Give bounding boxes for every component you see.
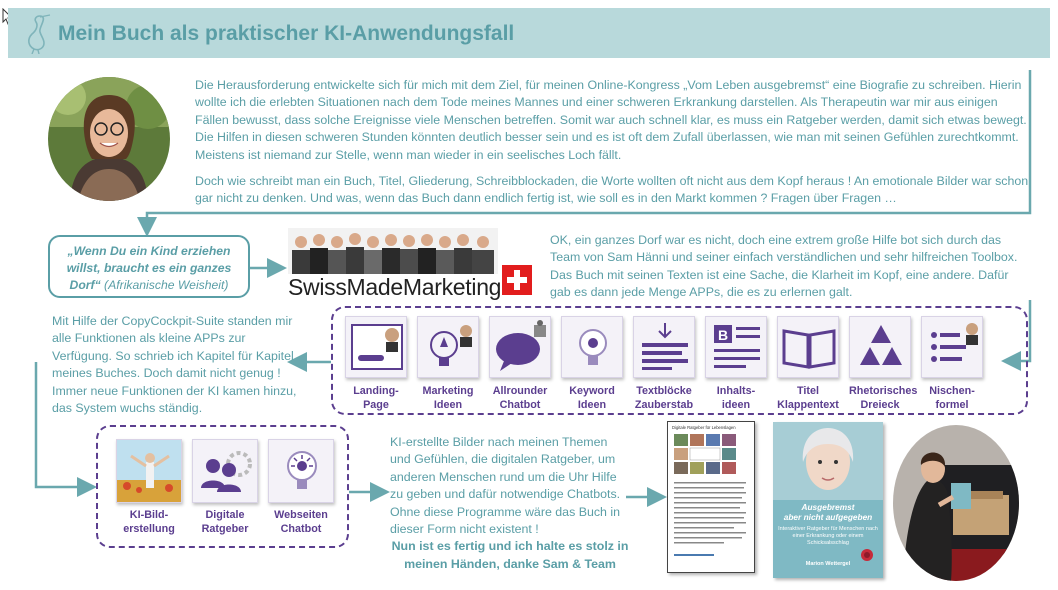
header-banner [8,8,1050,58]
swiss-flag-icon [502,265,532,295]
book-subtitle: Interaktiver Ratgeber für Menschen nach einer Erkrankung oder einem Schicksalsschlag [778,526,878,546]
checklist-icon [921,316,983,378]
open-book-icon [777,316,839,378]
team-photo [288,228,498,274]
keyword-bulb-icon [561,316,623,378]
author-portrait [48,77,170,201]
intro-paragraph-1: Die Herausforderung entwickelte sich für mich mit dem Ziel, für meinen Online-Kongress „Vom Leben ausgebremst“ eine Biografie zu schreiben. Hierin wollte ich die erlebten Situationen nach dem Tode meines Mannes und einer schweren Erkrankung darstellen. Als Therapeutin war mir aus einigen Fällen bewusst, dass solche Ereignisse viele Menschen betreffen. Somit war auch schnell klar, es muss ein Ratgeber werden, damit sich etwas bewegt. Die Hilfen in diesen schweren Stunden könnten deutlich besser sein und es ist oft dem Zufall überlassen, wie man mit seinen Gefühlen zurechtkommt. Meistens ist niemand zur Stelle, wenn man wieder in ein seelisches Loch fällt. [195,78,1027,162]
brand-name: SwissMadeMarketing [288,274,502,300]
app-rhetorical-triangle[interactable]: Rhetorisches Dreieck [849,316,911,412]
intro-text [195,77,1030,208]
website-chatbot-icon [268,439,334,503]
book-cover [773,422,883,578]
app-text-blocks[interactable]: Textblöcke Zauberstab [633,316,695,412]
digital-advisor-icon [192,439,258,503]
image-creation-icon [116,439,182,503]
cover-portrait [773,422,883,500]
content-ideas-icon [705,316,767,378]
app-ai-image-creation[interactable]: KI-Bild- erstellung [116,439,182,536]
svg-text:B: B [718,327,729,343]
landing-page-icon [345,316,407,378]
final-text [390,434,630,573]
quote-box [48,235,250,298]
app-niche-formula[interactable]: Nischen- formel [921,316,983,412]
marketing-ideas-icon [417,316,479,378]
intro-paragraph-2: Doch wie schreibt man ein Buch, Titel, Gliederung, Schreibblockaden, die Worte wollten oft nicht aus dem Kopf heraus ! An emotionale Bilder war schon gar nicht zu denken. Und was, wenn das Buch dann endlich fertig ist, wie soll es in den Markt kommen ? Fragen über Fragen … [195,174,1029,206]
app-allrounder-chatbot[interactable]: Allrounder Chatbot [489,316,551,412]
app-landing-page[interactable]: Landing- Page [345,316,407,412]
author-with-book-photo [893,425,1019,581]
app-title-blurb[interactable]: Titel Klappentext [777,316,839,412]
quote-source: (Afrikanische Weisheit) [100,278,229,292]
heron-logo-icon [22,12,52,54]
book-author: Marion Wettergel [805,561,851,567]
swissmademarketing-logo [288,228,536,300]
final-text-body: KI-erstellte Bilder nach meinen Themen und Gefühlen, die digitalen Ratgeber, um anderen Menschen rund um die Uhr Hilfe zu geben und dafür notwendige Chatbots. Ohne diese Programme wäre das Buch in dieser Form nicht existent ! [390,435,621,537]
book-title-line2: aber nicht aufgegeben [783,512,873,522]
apps-group [331,306,1028,415]
app-digital-advisor[interactable]: Digitale Ratgeber [192,439,258,536]
chatbot-bubble-icon [489,316,551,378]
copycockpit-text: Mit Hilfe der CopyCockpit-Suite standen mir alle Funktionen als kleine APPs zur Verfügung. So schrieb ich Kapitel für Kapitel meines Buches. Doch damit nicht genug ! Immer neue Funktionen der KI kamen hinzu, das System wuchs ständig. [52,314,297,416]
book-inner-page [667,421,755,573]
book-title-line1: Ausgebremst [801,502,855,512]
rose-icon [857,548,877,562]
app-content-ideas[interactable]: B Inhalts- ideen [705,316,767,412]
image-apps-group [96,425,349,548]
text-blocks-icon [633,316,695,378]
quote-text: „Wenn Du ein Kind erziehen willst, braucht es ein ganzes Dorf“ [66,244,232,292]
app-keyword-ideas[interactable]: Keyword Ideen [561,316,623,412]
app-website-chatbot[interactable]: Webseiten Chatbot [268,439,334,536]
book-inner-title: Digitale Ratgeber für Lebenslagen [672,425,736,430]
toolbox-text: OK, ein ganzes Dorf war es nicht, doch eine extrem große Hilfe bot sich durch das Team von Sam Hänni und seiner einfach verständlichen und sehr hilfreichen Toolbox. Das Buch mit seinen Texten ist eine Sache, die Klarheit im Kopf, eine andere. Dafür gab es dann jede Menge APPs, die es zu erlernen galt. [550,233,1018,300]
app-marketing-ideas[interactable]: Marketing Ideen [417,316,479,412]
final-text-bold: Nun ist es fertig und ich halte es stolz in meinen Händen, danke Sam & Team [391,539,629,571]
triangle-icon [849,316,911,378]
page-title: Mein Buch als praktischer KI-Anwendungsfall [58,22,515,45]
